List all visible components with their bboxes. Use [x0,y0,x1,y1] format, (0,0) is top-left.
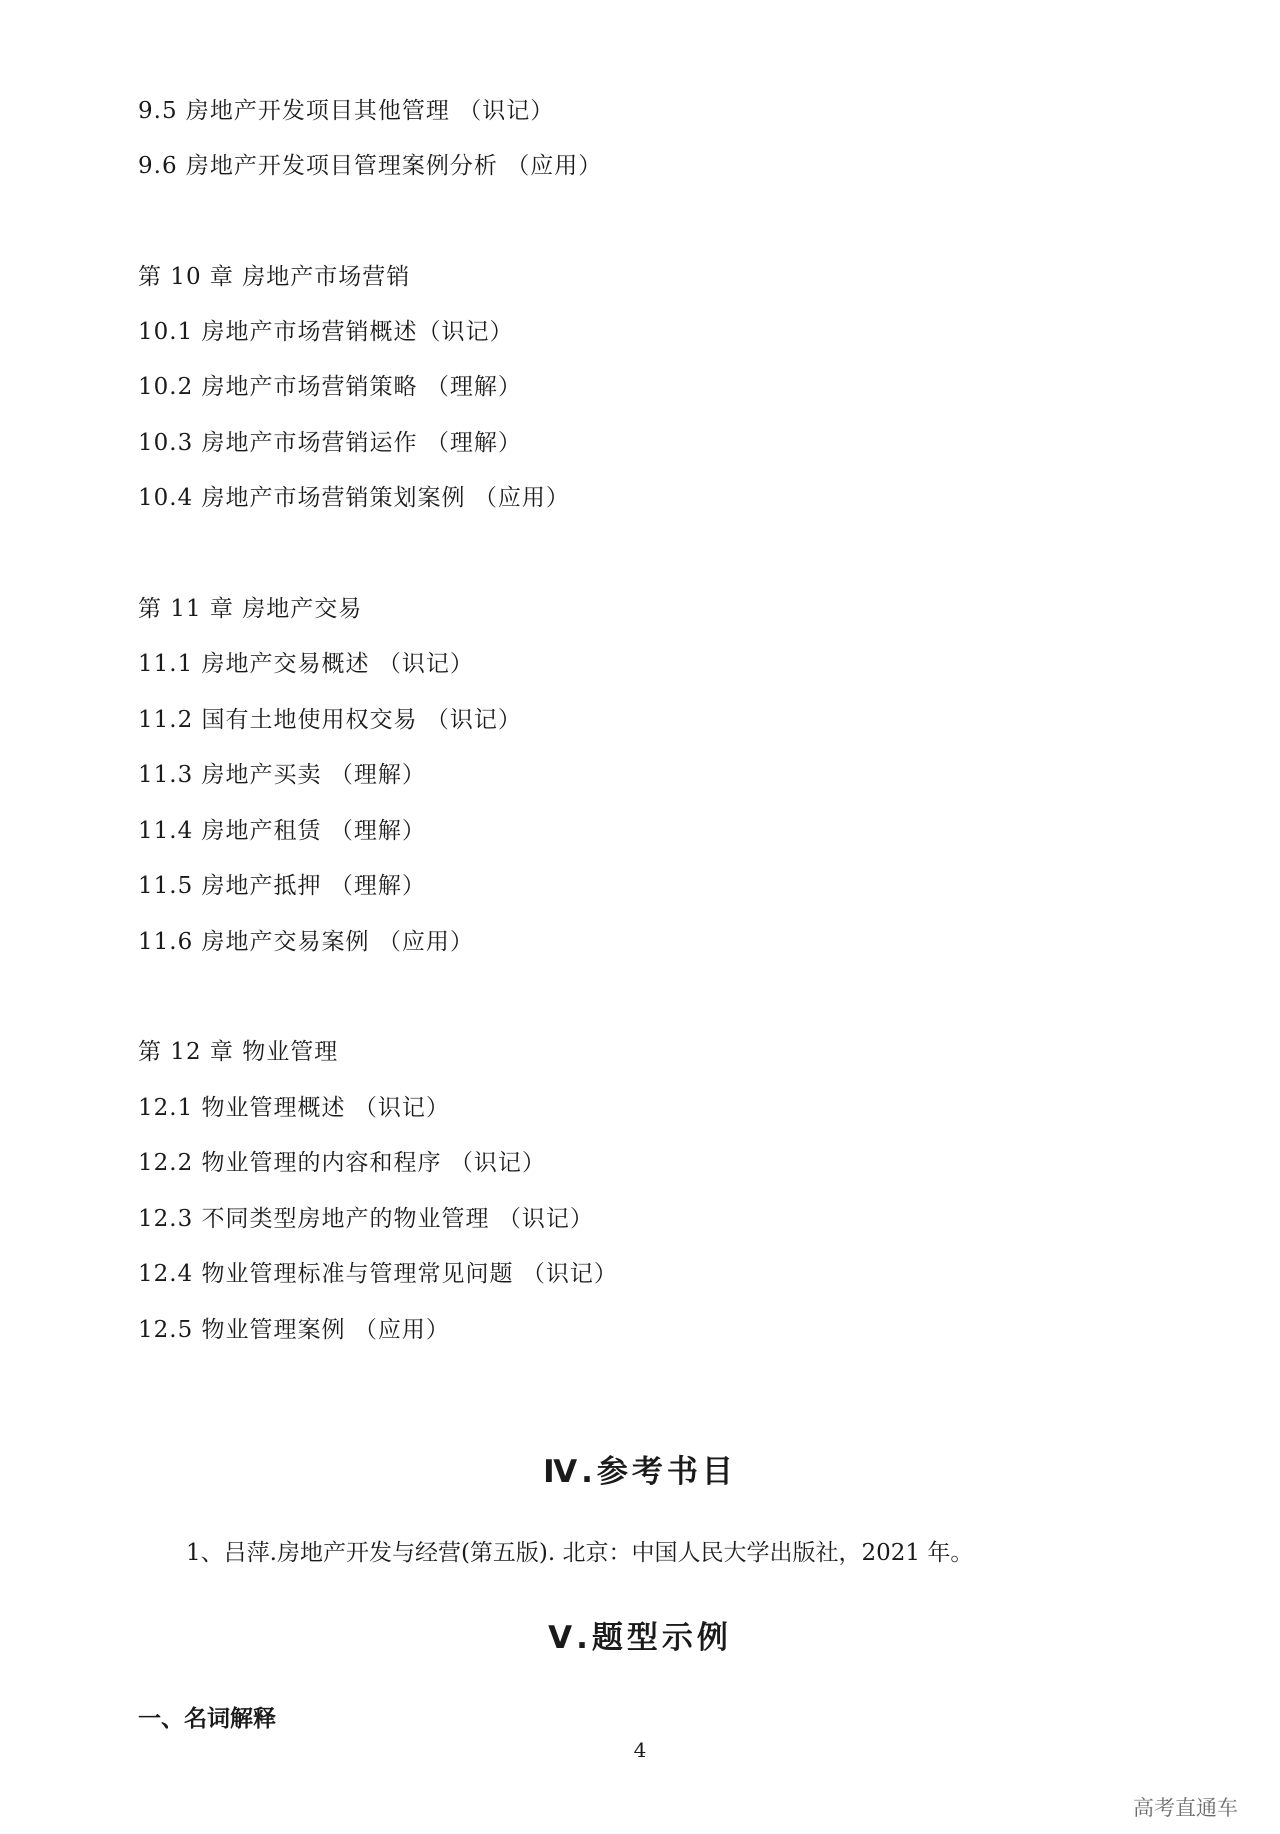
outline-item-11-5: 11.5 房地产抵押 （理解） [138,873,426,899]
term-explanation-subheading: 一、名词解释 [138,1706,276,1732]
outline-item-12-2: 12.2 物业管理的内容和程序 （识记） [138,1150,546,1176]
outline-item-9-5: 9.5 房地产开发项目其他管理 （识记） [138,98,555,124]
chapter-12-heading: 第 12 章 物业管理 [138,1039,339,1065]
page-number: 4 [633,1738,647,1762]
references-heading: Ⅳ.参考书目 [543,1454,737,1490]
outline-item-10-4: 10.4 房地产市场营销策划案例 （应用） [138,485,570,511]
outline-item-11-3: 11.3 房地产买卖 （理解） [138,762,426,788]
outline-item-12-4: 12.4 物业管理标准与管理常见问题 （识记） [138,1261,618,1287]
chapter-10-heading: 第 10 章 房地产市场营销 [138,264,411,290]
outline-item-11-6: 11.6 房地产交易案例 （应用） [138,929,474,955]
outline-item-11-4: 11.4 房地产租赁 （理解） [138,818,426,844]
outline-item-11-1: 11.1 房地产交易概述 （识记） [138,651,474,677]
outline-item-10-2: 10.2 房地产市场营销策略 （理解） [138,374,522,400]
outline-item-9-6: 9.6 房地产开发项目管理案例分析 （应用） [138,153,603,179]
outline-item-12-3: 12.3 不同类型房地产的物业管理 （识记） [138,1206,594,1232]
reference-item-1: 1、吕萍.房地产开发与经营(第五版). 北京：中国人民大学出版社，2021 年。 [186,1540,974,1566]
watermark-text: 高考直通车 [1133,1796,1238,1820]
outline-item-11-2: 11.2 国有土地使用权交易 （识记） [138,707,522,733]
outline-item-12-5: 12.5 物业管理案例 （应用） [138,1317,450,1343]
outline-item-10-3: 10.3 房地产市场营销运作 （理解） [138,430,522,456]
outline-item-12-1: 12.1 物业管理概述 （识记） [138,1095,450,1121]
outline-item-10-1: 10.1 房地产市场营销概述（识记） [138,319,514,345]
question-types-heading: Ⅴ.题型示例 [548,1620,732,1656]
chapter-11-heading: 第 11 章 房地产交易 [138,596,363,622]
